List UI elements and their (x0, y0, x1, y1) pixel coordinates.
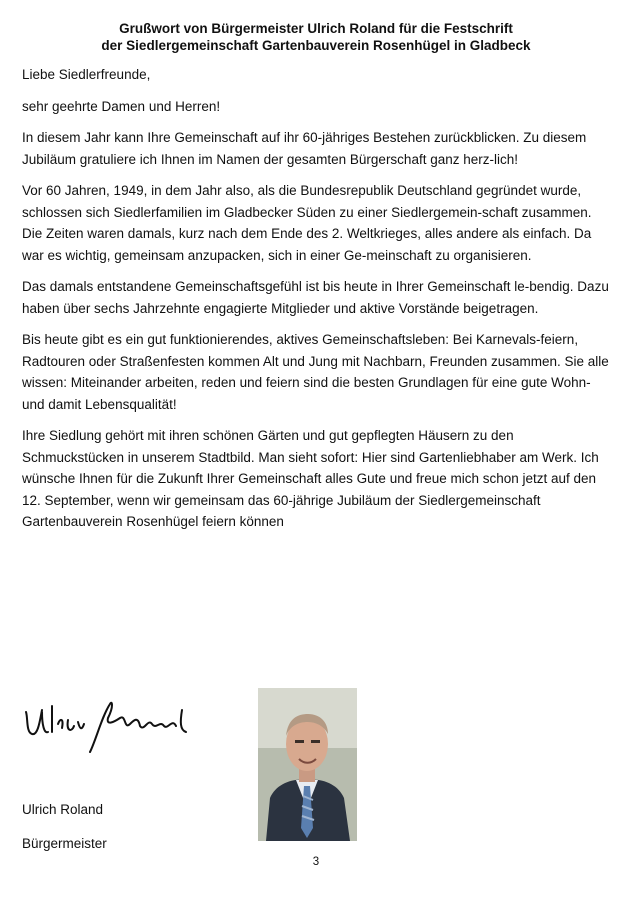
paragraph: Vor 60 Jahren, 1949, in dem Jahr also, als die Bundesrepublik Deutschland gegründet wurde, schlossen sich Siedlerfamilien im Gladbecker Süden zu einer Siedlergemein-schaft zusammen. Die Zeiten waren damals, kurz nach dem Ende des 2. Weltkrieges, alles andere als einfach. Da war es wichtig, gemeinsam anzupacken, sich in einer Ge-meinschaft zu organisieren. (22, 183, 592, 263)
portrait-photo (258, 688, 357, 841)
title-line-2: der Siedlergemeinschaft Gartenbauverein Rosenhügel in Gladbeck (101, 38, 531, 53)
letter-body (22, 64, 612, 543)
portrait-illustration (258, 688, 357, 841)
signer-name: Ulrich Roland (22, 802, 104, 817)
paragraph: In diesem Jahr kann Ihre Gemeinschaft auf ihr 60-jähriges Bestehen zurückblicken. Zu diesem Jubiläum gratuliere ich Ihnen im Namen der gesamten Bürgerschaft ganz herz-lich! (22, 130, 587, 167)
paragraph: Das damals entstandene Gemeinschaftsgefühl ist bis heute in Ihrer Gemeinschaft le-bendig. Dazu haben über sechs Jahrzehnte engagierte Mitglieder und aktive Vorstände beigetragen. (22, 279, 609, 316)
salutation-1: Liebe Siedlerfreunde, (22, 67, 151, 82)
salutation-2: sehr geehrte Damen und Herren! (22, 98, 221, 114)
paragraph: Bis heute gibt es ein gut funktionierendes, aktives Gemeinschaftsleben: Bei Karnevals-feiern, Radtouren oder Straßenfesten kommen Alt und Jung mit Nachbarn, Freunden zusammen. Sie alle wissen: Miteinander arbeiten, reden und feiern sind die besten Grundlagen für eine gute Wohn- und damit Lebensqualität! (22, 332, 609, 412)
page-title (0, 20, 632, 54)
handwritten-signature (22, 696, 192, 758)
paragraph: Ihre Siedlung gehört mit ihren schönen Gärten und gut gepflegten Häusern zu den Schmuckstücken in unserem Stadtbild. Man sieht sofort: Hier sind Gartenliebhaber am Werk. Ich wünsche Ihnen für die Zukunft Ihrer Gemeinschaft alles Gute und freue mich schon jetzt auf den 12. September, wenn wir gemeinsam das 60-jährige Jubiläum der Siedlergemeinschaft Gartenbauverein Rosenhügel feiern können (22, 428, 599, 529)
page-number: 3 (312, 856, 320, 868)
title-line-1: Grußwort von Bürgermeister Ulrich Roland für die Festschrift (119, 21, 513, 36)
signer-role: Bürgermeister (22, 836, 107, 851)
